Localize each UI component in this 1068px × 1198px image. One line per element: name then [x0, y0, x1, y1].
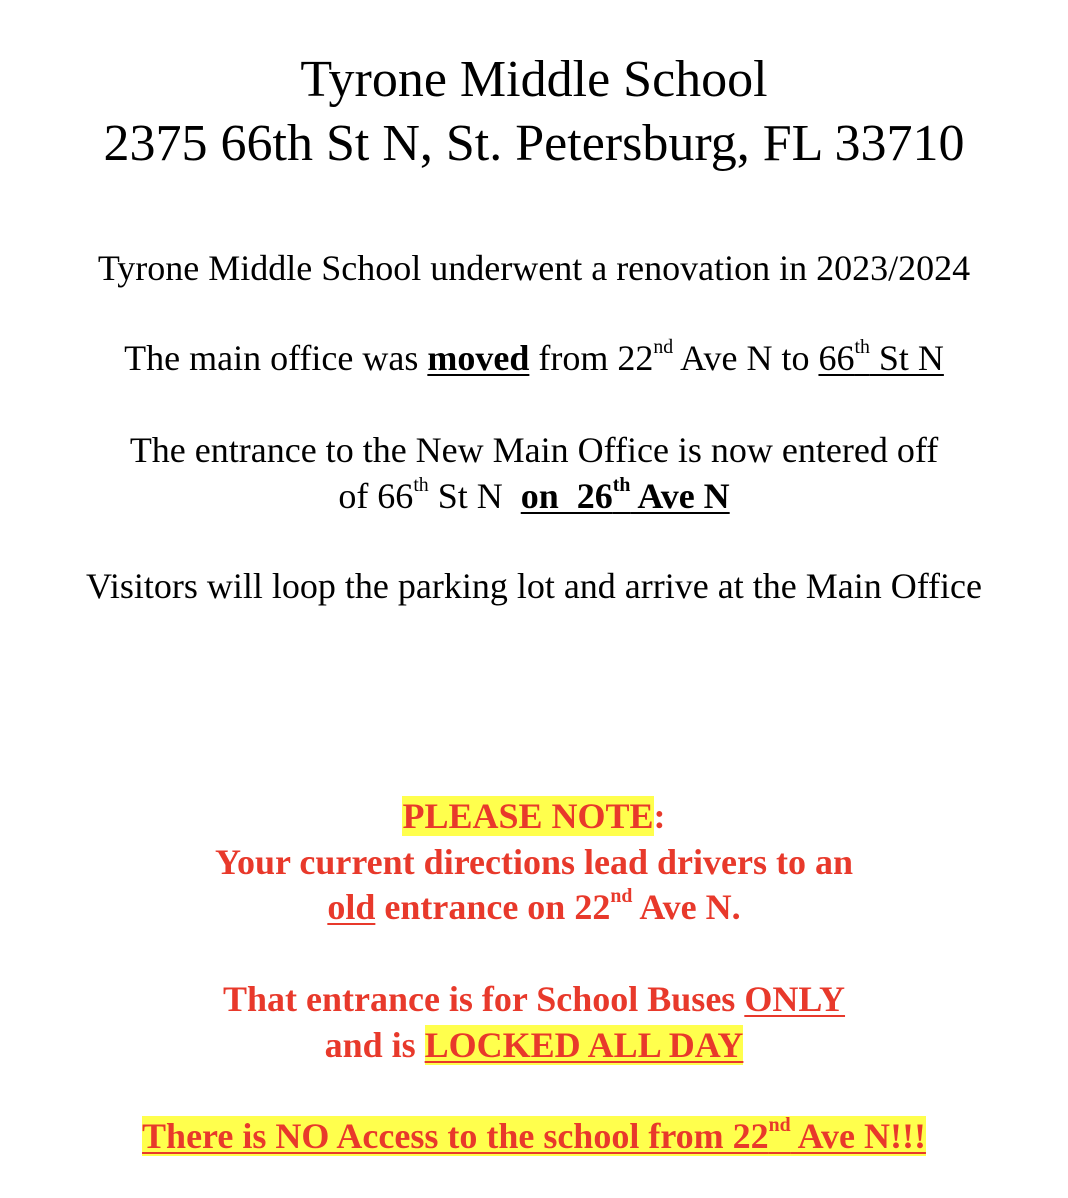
ordinal-nd: nd — [610, 885, 633, 908]
ordinal-th: th — [854, 336, 870, 359]
final-part1: There is NO Access to the school from 22 — [142, 1116, 769, 1156]
entrance-line-1: The entrance to the New Main Office is now entered off — [129, 430, 939, 470]
office-moved-part2: from 22 — [529, 338, 654, 378]
office-moved-part1: The main office was — [124, 338, 428, 378]
office-moved-text — [0, 337, 1068, 379]
new-street-rest: St N — [869, 338, 944, 378]
notice-line2-part2: Ave N. — [632, 887, 741, 927]
entrance-avenue-a: on 26 — [520, 476, 613, 516]
moved-emphasis: moved — [427, 338, 530, 378]
ordinal-th: th — [413, 474, 429, 497]
school-name: Tyrone Middle School — [300, 51, 768, 108]
entrance-part2: St N — [428, 476, 521, 516]
office-moved-part3: Ave N to — [673, 338, 819, 378]
entrance-avenue-b: Ave N — [630, 476, 730, 516]
notice-heading: PLEASE NOTE — [402, 796, 654, 836]
final-part2: Ave N!!! — [790, 1116, 926, 1156]
visitors-text: Visitors will loop the parking lot and arrive at the Main Office — [86, 566, 982, 606]
renovation-text: Tyrone Middle School underwent a renovation in 2023/2024 — [97, 248, 971, 288]
entrance-avenue — [521, 476, 730, 516]
notice-line-3 — [0, 978, 1068, 1020]
ordinal-nd: nd — [653, 336, 674, 359]
new-street — [818, 338, 943, 378]
school-address: 2375 66th St N, St. Petersburg, FL 33710 — [103, 115, 965, 172]
notice-line-4 — [0, 1024, 1068, 1066]
final-warning-highlight — [142, 1116, 926, 1156]
entrance-part1: of 66 — [338, 476, 414, 516]
notice-line-2 — [0, 886, 1068, 928]
old-emphasis: old — [327, 887, 376, 927]
notice-line3-part1: That entrance is for School Buses — [222, 979, 745, 1019]
ordinal-nd: nd — [768, 1114, 791, 1137]
notice-line-1: Your current directions lead drivers to an — [215, 842, 853, 882]
notice-heading-line — [0, 795, 1068, 837]
notice-line4-part1: and is — [324, 1025, 425, 1065]
notice-line2-part1: entrance on 22 — [375, 887, 611, 927]
final-warning — [0, 1115, 1068, 1157]
notice-colon: : — [653, 796, 666, 836]
ordinal-th: th — [612, 474, 631, 497]
entrance-line-2 — [0, 475, 1068, 517]
locked-emphasis: LOCKED ALL DAY — [424, 1025, 744, 1065]
only-emphasis: ONLY — [744, 979, 846, 1019]
new-street-number: 66 — [818, 338, 855, 378]
